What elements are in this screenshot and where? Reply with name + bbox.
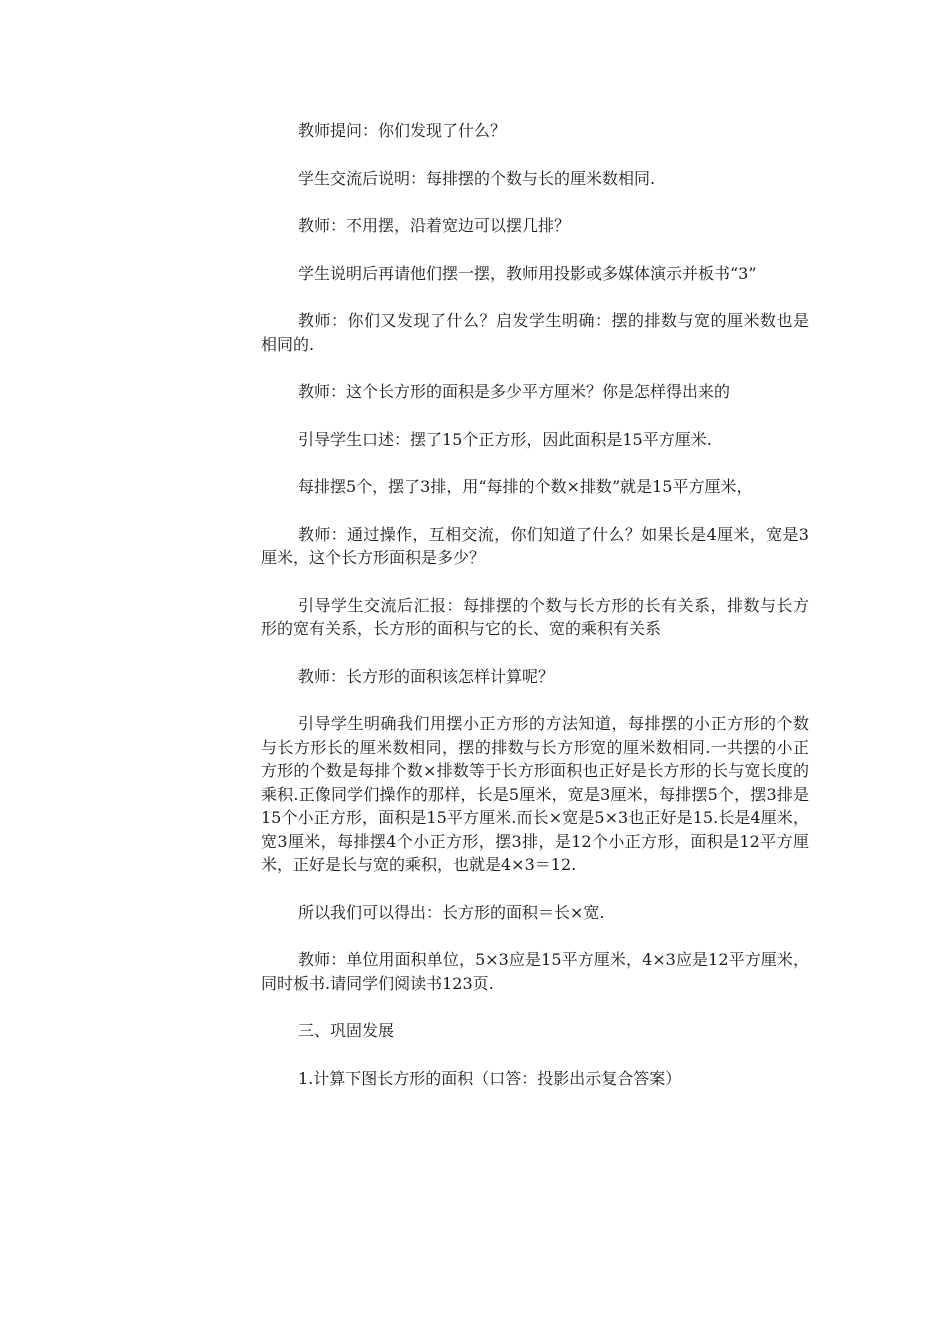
paragraph-teacher-units: 教师：单位用面积单位，5×3应是15平方厘米，4×3应是12平方厘米，同时板书.请同学们阅读书123页. [261,950,809,993]
paragraph-teacher-operation: 教师：通过操作，互相交流，你们知道了什么？如果长是4厘米，宽是3厘米，这个长方形面积是多少？ [261,524,809,567]
paragraph-guide-explain: 引导学生明确我们用摆小正方形的方法知道，每排摆的小正方形的个数与长方形长的厘米数相同，摆的排数与长方形宽的厘米数相同.一共摆的小正方形的个数是每排个数×排数等于长方形面积也正好是长方形的长与宽长度的乘积.正像同学们操作的那样，长是5厘米，宽是3厘米，每排摆5个，摆3排是15个小正方形，面积是15平方厘米.而长×宽是5×3也正好是15.长是4厘米，宽3厘米，每排摆4个小正方形，摆3排，是12个小正方形，面积是12平方厘米，正好是长与宽的乘积，也就是4×3＝12. [261,714,809,874]
paragraph-guide-report: 引导学生交流后汇报：每排摆的个数与长方形的长有关系，排数与长方形的宽有关系，长方形的面积与它的长、宽的乘积有关系 [261,595,809,638]
paragraph-guide-oral: 引导学生口述：摆了15个正方形，因此面积是15平方厘米. [298,429,712,449]
section-heading: 三、巩固发展 [298,1021,395,1040]
exercise-item: 1.计算下图长方形的面积（口答：投影出示复合答案） [298,1068,682,1088]
paragraph-teacher-rows: 教师：不用摆，沿着宽边可以摆几排？ [298,216,571,235]
paragraph-student-demo: 学生说明后再请他们摆一摆，教师用投影或多媒体演示并板书“3” [298,263,757,283]
paragraph-rows-times: 每排摆5个，摆了3排，用“每排的个数×排数”就是15平方厘米， [298,477,753,496]
paragraph-teacher-area-question: 教师：这个长方形的面积是多少平方厘米？你是怎样得出来的 [298,382,731,401]
paragraph-student-explanation: 学生交流后说明：每排摆的个数与长的厘米数相同. [298,168,656,188]
document-body [261,119,809,1114]
paragraph-teacher-discovery: 教师：你们又发现了什么？启发学生明确：摆的排数与宽的厘米数也是相同的. [261,311,809,354]
paragraph-teacher-question: 教师提问：你们发现了什么？ [298,121,507,140]
paragraph-teacher-how-calc: 教师：长方形的面积该怎样计算呢？ [298,666,555,686]
paragraph-formula: 所以我们可以得出：长方形的面积＝长×宽. [298,902,605,922]
